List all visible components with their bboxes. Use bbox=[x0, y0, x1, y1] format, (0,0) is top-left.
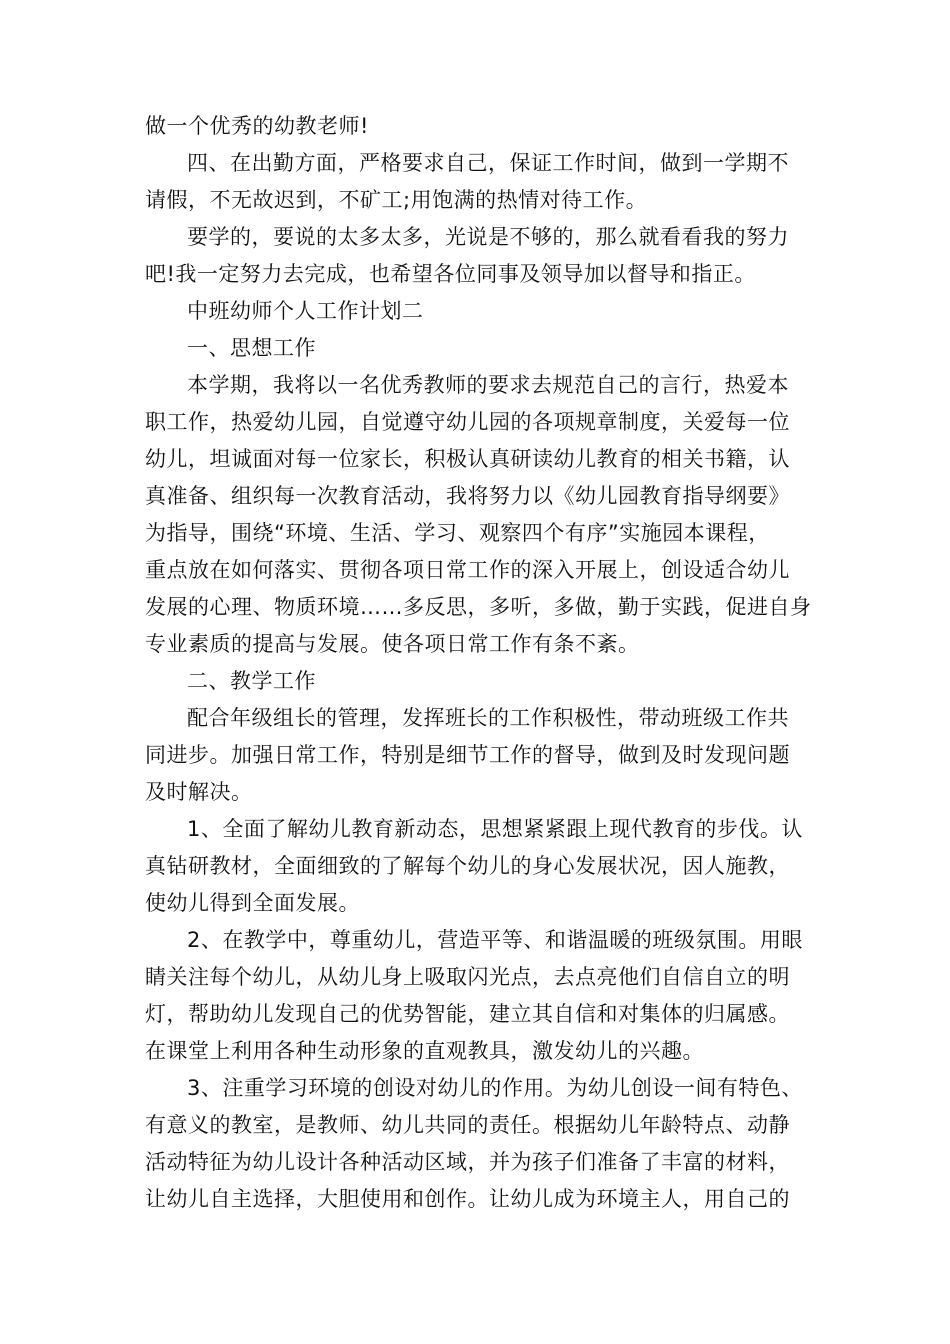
text-line: 使幼儿得到全面发展。 bbox=[145, 891, 360, 915]
text-line: 2、在教学中，尊重幼儿，营造平等、和谐温暖的班级氛围。用眼 bbox=[187, 928, 803, 952]
text-line: 配合年级组长的管理，发挥班长的工作积极性，带动班级工作共 bbox=[187, 706, 789, 730]
text-line: 让幼儿自主选择，大胆使用和创作。让幼儿成为环境主人，用自己的 bbox=[145, 1187, 790, 1211]
text-line: 重点放在如何落实、贯彻各项日常工作的深入开展上，创设适合幼儿 bbox=[145, 558, 790, 582]
document-body bbox=[145, 108, 810, 1218]
text-line: 请假，不无故迟到，不矿工;用饱满的热情对待工作。 bbox=[145, 188, 648, 212]
text-line: 中班幼师个人工作计划二 bbox=[187, 299, 424, 323]
text-line: 发展的心理、物质环境……多反思，多听，多做，勤于实践，促进自身 bbox=[145, 595, 812, 619]
text-line: 职工作，热爱幼儿园，自觉遵守幼儿园的各项规章制度，关爱每一位 bbox=[145, 410, 790, 434]
text-line: 本学期，我将以一名优秀教师的要求去规范自己的言行，热爱本 bbox=[187, 373, 789, 397]
text-line: 二、教学工作 bbox=[187, 669, 316, 693]
text-line: 活动特征为幼儿设计各种活动区域，并为孩子们准备了丰富的材料， bbox=[145, 1150, 790, 1174]
text-line: 幼儿，坦诚面对每一位家长，积极认真研读幼儿教育的相关书籍，认 bbox=[145, 447, 790, 471]
text-line: 为指导，围绕“环境、生活、学习、观察四个有序”实施园本课程， bbox=[145, 521, 770, 545]
text-line: 做一个优秀的幼教老师! bbox=[145, 114, 369, 138]
text-line: 真钻研教材，全面细致的了解每个幼儿的身心发展状况，因人施教， bbox=[145, 854, 790, 878]
text-line: 3、注重学习环境的创设对幼儿的作用。为幼儿创设一间有特色、 bbox=[187, 1076, 803, 1100]
text-line: 四、在出勤方面，严格要求自己，保证工作时间，做到一学期不 bbox=[187, 151, 789, 175]
text-line: 吧!我一定努力去完成，也希望各位同事及领导加以督导和指正。 bbox=[145, 262, 756, 286]
text-line: 在课堂上利用各种生动形象的直观教具，激发幼儿的兴趣。 bbox=[145, 1039, 704, 1063]
text-line: 及时解决。 bbox=[145, 780, 253, 804]
text-line: 专业素质的提高与发展。使各项日常工作有条不紊。 bbox=[145, 632, 640, 656]
text-line: 灯，帮助幼儿发现自己的优势智能，建立其自信和对集体的归属感。 bbox=[145, 1002, 790, 1026]
text-line: 1、全面了解幼儿教育新动态，思想紧紧跟上现代教育的步伐。认 bbox=[187, 817, 803, 841]
text-line: 真准备、组织每一次教育活动，我将努力以《幼儿园教育指导纲要》 bbox=[145, 484, 790, 508]
text-line: 要学的，要说的太多太多，光说是不够的，那么就看看我的努力 bbox=[187, 225, 789, 249]
text-line: 有意义的教室，是教师、幼儿共同的责任。根据幼儿年龄特点、动静 bbox=[145, 1113, 790, 1137]
text-line: 睛关注每个幼儿，从幼儿身上吸取闪光点，去点亮他们自信自立的明 bbox=[145, 965, 790, 989]
text-line: 同进步。加强日常工作，特别是细节工作的督导，做到及时发现问题 bbox=[145, 743, 790, 767]
text-line: 一、思想工作 bbox=[187, 336, 316, 360]
